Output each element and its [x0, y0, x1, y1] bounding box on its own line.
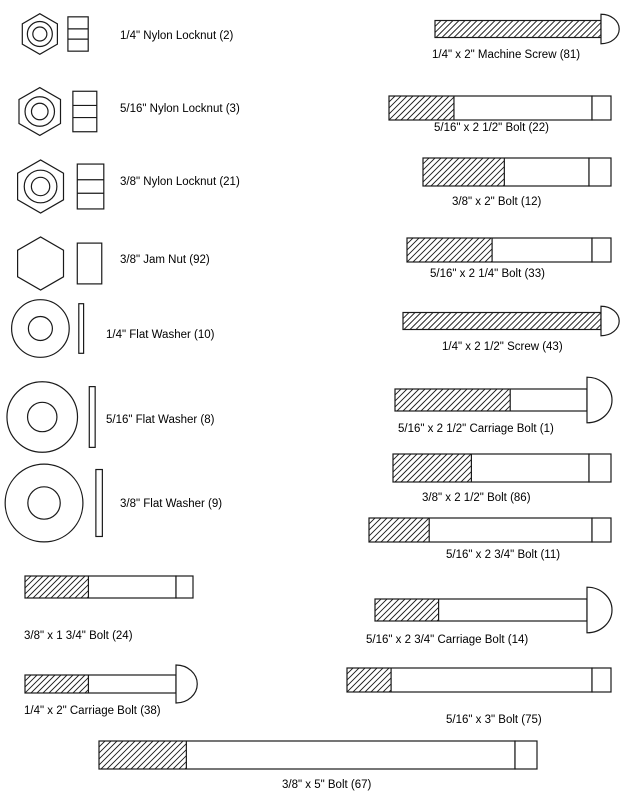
carriage-icon [22, 660, 200, 708]
part-bolt-5-16x2-1-2 [386, 90, 614, 126]
part-nylon-locknut-5-16 [14, 83, 115, 140]
part-label-bolt-5-16x2-3-4: 5/16" x 2 3/4" Bolt (11) [446, 549, 561, 561]
part-carriage-bolt-1-4x2 [22, 660, 200, 708]
jamnut-icon [12, 232, 124, 295]
part-label-carriage-bolt-5-16x2-3-4: 5/16" x 2 3/4" Carriage Bolt (14) [366, 634, 529, 646]
part-label-bolt-3-8x1-3-4: 3/8" x 1 3/4" Bolt (24) [24, 630, 133, 642]
part-label-screw-1-4x2-1-2: 1/4" x 2 1/2" Screw (43) [442, 341, 563, 353]
hexbolt-icon [366, 512, 614, 548]
hexbolt-icon [390, 448, 614, 488]
washer-icon [3, 462, 133, 544]
hexbolt-icon [386, 90, 614, 126]
part-label-nylon-locknut-1-4: 1/4" Nylon Locknut (2) [120, 30, 234, 42]
locknut-icon [14, 83, 115, 140]
part-label-flat-washer-5-16: 5/16" Flat Washer (8) [106, 414, 215, 426]
part-label-bolt-5-16x3: 5/16" x 3" Bolt (75) [446, 714, 542, 726]
panhead-icon [432, 8, 622, 50]
part-label-jam-nut-3-8: 3/8" Jam Nut (92) [120, 254, 210, 266]
part-nylon-locknut-1-4 [18, 10, 104, 58]
part-label-bolt-3-8x2-1-2: 3/8" x 2 1/2" Bolt (86) [422, 492, 531, 504]
part-label-flat-washer-3-8: 3/8" Flat Washer (9) [120, 498, 223, 510]
part-label-bolt-3-8x2: 3/8" x 2" Bolt (12) [452, 196, 542, 208]
part-label-nylon-locknut-5-16: 5/16" Nylon Locknut (3) [120, 103, 240, 115]
hexbolt-icon [420, 152, 614, 192]
part-label-bolt-5-16x2-1-2: 5/16" x 2 1/2" Bolt (22) [434, 122, 549, 134]
part-bolt-5-16x2-1-4 [404, 232, 614, 268]
part-jam-nut-3-8 [12, 232, 124, 295]
hexbolt-icon [96, 735, 540, 775]
part-bolt-5-16x3 [344, 662, 614, 698]
part-bolt-3-8x2 [420, 152, 614, 192]
hexbolt-icon [404, 232, 614, 268]
part-bolt-3-8x2-1-2 [390, 448, 614, 488]
hexbolt-icon [344, 662, 614, 698]
part-flat-washer-3-8 [3, 462, 133, 544]
part-screw-1-4x2-1-2 [400, 300, 622, 342]
part-label-bolt-3-8x5: 3/8" x 5" Bolt (67) [282, 779, 372, 791]
carriage-icon [392, 372, 614, 428]
panhead-icon [400, 300, 622, 342]
part-machine-screw-1-4x2 [432, 8, 622, 50]
locknut-icon [18, 10, 104, 58]
part-flat-washer-1-4 [10, 298, 106, 359]
part-label-carriage-bolt-1-4x2: 1/4" x 2" Carriage Bolt (38) [24, 705, 161, 717]
part-carriage-bolt-5-16x2-1-2 [392, 372, 614, 428]
part-nylon-locknut-3-8 [12, 155, 124, 218]
part-label-bolt-5-16x2-1-4: 5/16" x 2 1/4" Bolt (33) [430, 268, 545, 280]
part-label-nylon-locknut-3-8: 3/8" Nylon Locknut (21) [120, 176, 240, 188]
part-label-flat-washer-1-4: 1/4" Flat Washer (10) [106, 329, 215, 341]
part-label-carriage-bolt-5-16x2-1-2: 5/16" x 2 1/2" Carriage Bolt (1) [398, 423, 554, 435]
hexbolt-icon [22, 570, 196, 604]
part-bolt-5-16x2-3-4 [366, 512, 614, 548]
locknut-icon [12, 155, 124, 218]
carriage-icon [372, 582, 614, 638]
part-bolt-3-8x5 [96, 735, 540, 775]
washer-icon [10, 298, 106, 359]
part-carriage-bolt-5-16x2-3-4 [372, 582, 614, 638]
part-label-machine-screw-1-4x2: 1/4" x 2" Machine Screw (81) [432, 49, 581, 61]
part-bolt-3-8x1-3-4 [22, 570, 196, 604]
